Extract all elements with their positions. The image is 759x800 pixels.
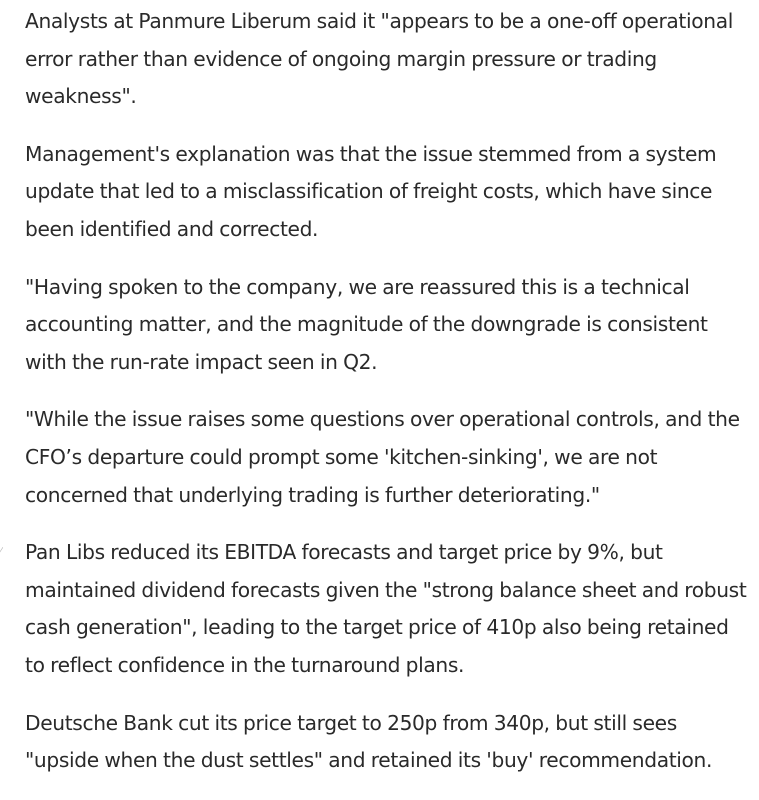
paragraph-deutsche-bank-target: Deutsche Bank cut its price target to 250p from 340p, but still sees "upside when the dust settles" and retained its 'buy' recommendation.	[25, 710, 713, 773]
article-body	[25, 3, 747, 800]
paragraph-operational-controls: "While the issue raises some questions over operational controls, and the CFO’s departure could prompt some 'kitchen-sinking', we are not concerned that underlying trading is further deteriorating."	[25, 407, 740, 507]
left-edge-mark: ⁄	[0, 546, 2, 557]
paragraph-management-explanation: Management's explanation was that the issue stemmed from a system update that led to a misclassification of freight costs, which have since been identified and corrected.	[25, 141, 717, 241]
paragraph-pan-libs-forecasts: Pan Libs reduced its EBITDA forecasts and target price by 9%, but maintained dividend forecasts given the "strong balance sheet and robust cash generation", leading to the target price of 410p also being retained to reflect confidence in the turnaround plans.	[25, 540, 747, 677]
paragraph-technical-accounting: "Having spoken to the company, we are reassured this is a technical accounting matter, and the magnitude of the downgrade is consistent with the run-rate impact seen in Q2.	[25, 274, 708, 374]
paragraph-analyst-quote: Analysts at Panmure Liberum said it "appears to be a one-off operational error rather than evidence of ongoing margin pressure or trading weakness".	[25, 9, 733, 109]
